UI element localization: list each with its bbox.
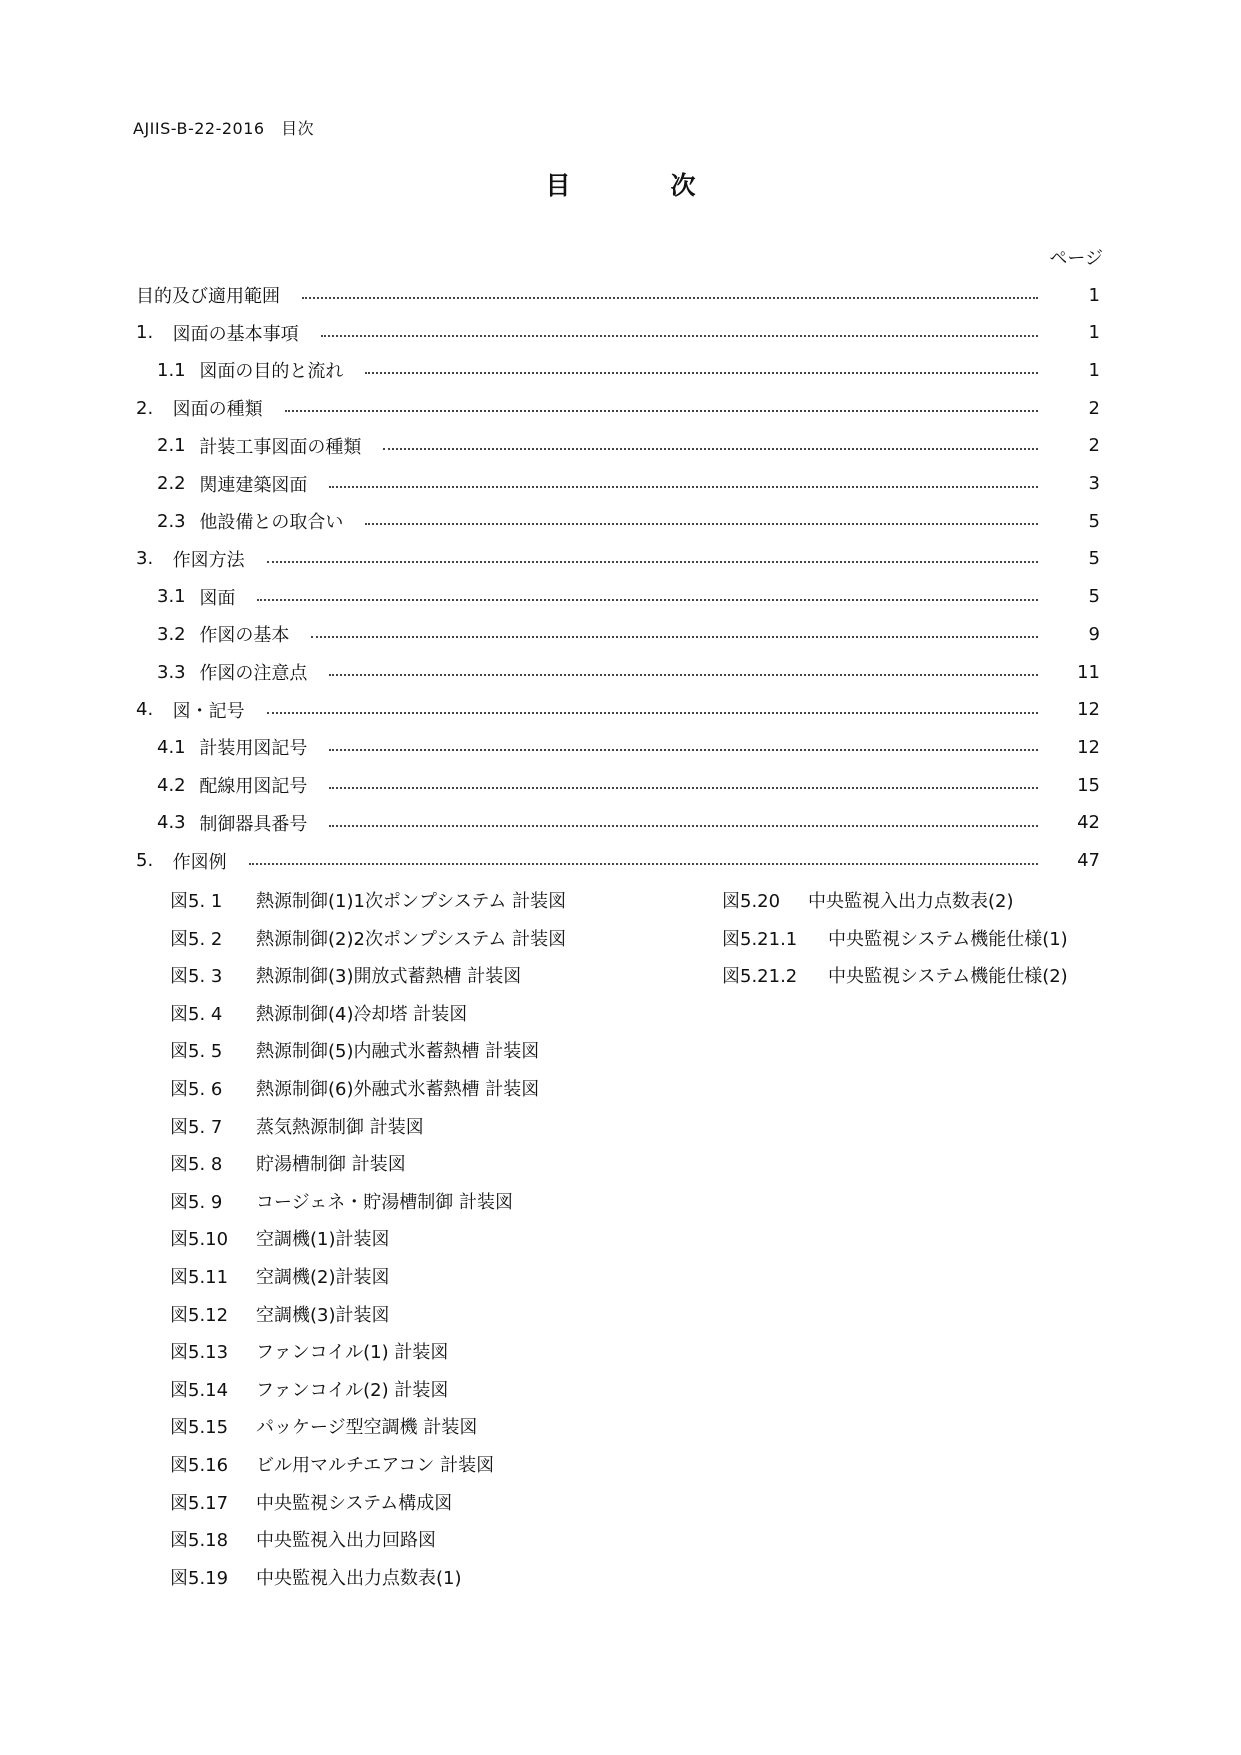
toc-entry-page: 47 [1077, 850, 1100, 871]
toc-entry[interactable] [136, 695, 1100, 725]
figure-number: 図5.18 [170, 1530, 229, 1552]
dot-leader [285, 410, 1038, 412]
figure-number: 図5.19 [170, 1567, 229, 1589]
toc-entry-title: 図面の種類 [172, 399, 263, 421]
dot-leader [383, 448, 1038, 450]
figure-title: 空調機(2)計装図 [256, 1267, 390, 1288]
figure-entry[interactable] [722, 923, 1068, 953]
figure-number: 図5.21.1 [722, 928, 798, 950]
toc-entry[interactable] [157, 431, 1100, 461]
figure-number: 図5.16 [170, 1455, 229, 1476]
dot-leader [329, 486, 1038, 488]
figure-title: ファンコイル(2) 計装図 [256, 1379, 449, 1401]
toc-entry[interactable] [136, 393, 1100, 423]
toc-entry-number: 4.1 [157, 736, 192, 758]
figure-title: 熱源制御(6)外融式氷蓄熱槽 計装図 [256, 1079, 540, 1100]
figure-entry[interactable] [170, 923, 566, 953]
toc-entry-page: 9 [1088, 623, 1100, 645]
figure-number: 図5. 3 [170, 966, 223, 988]
dot-leader [329, 825, 1038, 827]
figure-title: ファンコイル(1) 計装図 [256, 1342, 449, 1364]
toc-entry[interactable] [136, 318, 1100, 348]
figure-entry[interactable] [170, 1487, 452, 1517]
figure-number: 図5.15 [170, 1417, 229, 1439]
dot-leader [257, 599, 1038, 601]
figure-entry[interactable] [170, 1035, 539, 1065]
dot-leader [267, 561, 1038, 563]
toc-entry-title: 配線用図記号 [199, 776, 308, 798]
figure-title: 熱源制御(5)内融式氷蓄熱槽 計装図 [256, 1041, 540, 1063]
toc-entry[interactable] [157, 657, 1100, 687]
figure-number: 図5. 5 [170, 1041, 223, 1063]
toc-entry-number: 4.3 [157, 812, 192, 834]
toc-entry-title: 計装工事図面の種類 [199, 436, 362, 458]
toc-entry-page: 2 [1088, 435, 1100, 457]
dot-leader [329, 749, 1038, 751]
figure-entry[interactable] [170, 1524, 436, 1554]
dot-leader [365, 523, 1038, 525]
figure-title: 中央監視システム機能仕様(2) [828, 966, 1068, 988]
figure-number: 図5.12 [170, 1304, 229, 1326]
figure-entry[interactable] [170, 1411, 477, 1441]
figure-number: 図5. 6 [170, 1079, 223, 1100]
figure-entry[interactable] [722, 885, 1014, 915]
figure-entry[interactable] [722, 960, 1068, 990]
figure-title: 熱源制御(2)2次ポンプシステム 計装図 [256, 928, 567, 950]
figure-number: 図5. 9 [170, 1191, 223, 1213]
page-title: 目次 [545, 171, 796, 200]
toc-entry-number: 2. [136, 397, 165, 419]
figure-title: 空調機(1)計装図 [256, 1229, 390, 1251]
figure-title: 空調機(3)計装図 [256, 1304, 390, 1326]
dot-leader [321, 335, 1038, 337]
toc-entry[interactable] [157, 619, 1100, 649]
toc-entry[interactable] [157, 582, 1100, 612]
document-code: AJIIS-B-22-2016 目次 [133, 119, 315, 138]
figure-title: 蒸気熱源制御 計装図 [256, 1116, 424, 1138]
toc-entry-page: 1 [1088, 284, 1100, 306]
toc-entry-page: 12 [1077, 736, 1100, 758]
toc-entry[interactable] [157, 770, 1100, 800]
figure-title: 中央監視入出力点数表(2) [808, 891, 1014, 912]
figure-number: 図5.10 [170, 1229, 229, 1251]
dot-leader [329, 674, 1038, 676]
figure-title: 熱源制御(4)冷却塔 計装図 [256, 1003, 468, 1025]
toc-entry[interactable] [136, 846, 1100, 876]
toc-entry-title: 作図例 [172, 851, 227, 873]
page-column-label: ページ [1049, 248, 1103, 269]
figure-entry[interactable] [170, 1186, 513, 1216]
toc-entry-number: 2.1 [157, 435, 192, 457]
figure-entry[interactable] [170, 1374, 448, 1404]
toc-entry-title: 関連建築図面 [199, 474, 308, 496]
toc-entry-number: 4.2 [157, 774, 192, 796]
figure-title: 中央監視入出力点数表(1) [256, 1567, 462, 1589]
toc-entry-page: 42 [1077, 812, 1100, 834]
figure-entry[interactable] [170, 1073, 539, 1103]
toc-entry[interactable] [136, 280, 1100, 310]
toc-entry-number: 2.2 [157, 473, 192, 494]
toc-entry-number: 3.1 [157, 586, 192, 608]
toc-entry-title: 図・記号 [172, 700, 245, 722]
toc-entry-title: 図面 [199, 587, 236, 609]
toc-entry-title: 目的及び適用範囲 [136, 286, 280, 307]
toc-entry-number: 3.2 [157, 623, 192, 645]
toc-entry-page: 2 [1088, 397, 1100, 419]
dot-leader [302, 297, 1038, 299]
figure-entry[interactable] [170, 1449, 494, 1479]
toc-entry-title: 図面の基本事項 [172, 323, 299, 345]
figure-number: 図5.14 [170, 1379, 229, 1401]
figure-entry[interactable] [170, 998, 467, 1028]
toc-entry-number: 3.3 [157, 661, 192, 683]
figure-number: 図5. 7 [170, 1116, 223, 1138]
figure-entry[interactable] [170, 1111, 424, 1141]
figure-title: 貯湯槽制御 計装図 [256, 1154, 406, 1176]
toc-entry-page: 5 [1088, 548, 1100, 570]
toc-entry[interactable] [136, 544, 1100, 574]
figure-entry[interactable] [170, 1336, 448, 1366]
toc-entry-number: 4. [136, 699, 165, 721]
dot-leader [329, 787, 1038, 789]
figure-number: 図5.13 [170, 1342, 229, 1364]
dot-leader [365, 372, 1038, 374]
figure-number: 図5. 1 [170, 891, 223, 912]
figure-entry[interactable] [170, 1148, 406, 1178]
figure-number: 図5. 8 [170, 1154, 223, 1176]
figure-number: 図5.20 [722, 891, 781, 912]
toc-entry-title: 図面の目的と流れ [199, 361, 344, 383]
figure-entry[interactable] [170, 1223, 390, 1253]
toc-entry-number: 5. [136, 850, 165, 871]
toc-entry-page: 12 [1077, 699, 1100, 721]
toc-entry-title: 計装用図記号 [199, 738, 308, 760]
toc-entry-number: 2.3 [157, 510, 192, 532]
toc-entry[interactable] [157, 506, 1100, 536]
toc-entry-number: 1.1 [157, 359, 192, 381]
toc-entry[interactable] [157, 469, 1100, 499]
figure-number: 図5. 4 [170, 1003, 223, 1025]
figure-entry[interactable] [170, 1562, 462, 1592]
figure-number: 図5.11 [170, 1267, 229, 1288]
figure-entry[interactable] [170, 885, 566, 915]
toc-entry[interactable] [157, 808, 1100, 838]
figure-entry[interactable] [170, 1299, 390, 1329]
toc-entry-page: 1 [1088, 322, 1100, 344]
dot-leader [267, 712, 1038, 714]
toc-entry-page: 5 [1088, 586, 1100, 608]
figure-title: 熱源制御(1)1次ポンプシステム 計装図 [256, 891, 567, 912]
figure-number: 図5.21.2 [722, 966, 798, 988]
toc-entry[interactable] [157, 355, 1100, 385]
toc-entry-page: 15 [1077, 774, 1100, 796]
toc-entry-number: 3. [136, 548, 165, 570]
toc-entry-page: 11 [1077, 661, 1100, 683]
figure-title: ビル用マルチエアコン 計装図 [256, 1455, 495, 1476]
toc-entry-title: 作図の注意点 [199, 663, 308, 684]
figure-entry[interactable] [170, 960, 521, 990]
dot-leader [249, 863, 1038, 865]
figure-title: 中央監視システム構成図 [256, 1492, 453, 1514]
figure-number: 図5. 2 [170, 928, 223, 950]
figure-title: 熱源制御(3)開放式蓄熱槽 計装図 [256, 966, 522, 988]
toc-entry-title: 作図の基本 [199, 625, 290, 647]
figure-title: パッケージ型空調機 計装図 [256, 1417, 478, 1439]
toc-entry-number: 1. [136, 322, 165, 344]
toc-entry-title: 作図方法 [172, 549, 245, 571]
toc-entry-title: 他設備との取合い [199, 512, 344, 534]
dot-leader [311, 636, 1038, 638]
figure-title: 中央監視システム機能仕様(1) [828, 928, 1068, 950]
toc-entry[interactable] [157, 732, 1100, 762]
toc-entry-title: 制御器具番号 [199, 813, 308, 835]
figure-number: 図5.17 [170, 1492, 229, 1514]
toc-entry-page: 5 [1088, 510, 1100, 532]
figure-entry[interactable] [170, 1261, 390, 1291]
figure-title: 中央監視入出力回路図 [256, 1530, 436, 1552]
toc-entry-page: 3 [1088, 473, 1100, 494]
toc-entry-page: 1 [1088, 359, 1100, 381]
figure-title: コージェネ・貯湯槽制御 計装図 [256, 1191, 514, 1213]
